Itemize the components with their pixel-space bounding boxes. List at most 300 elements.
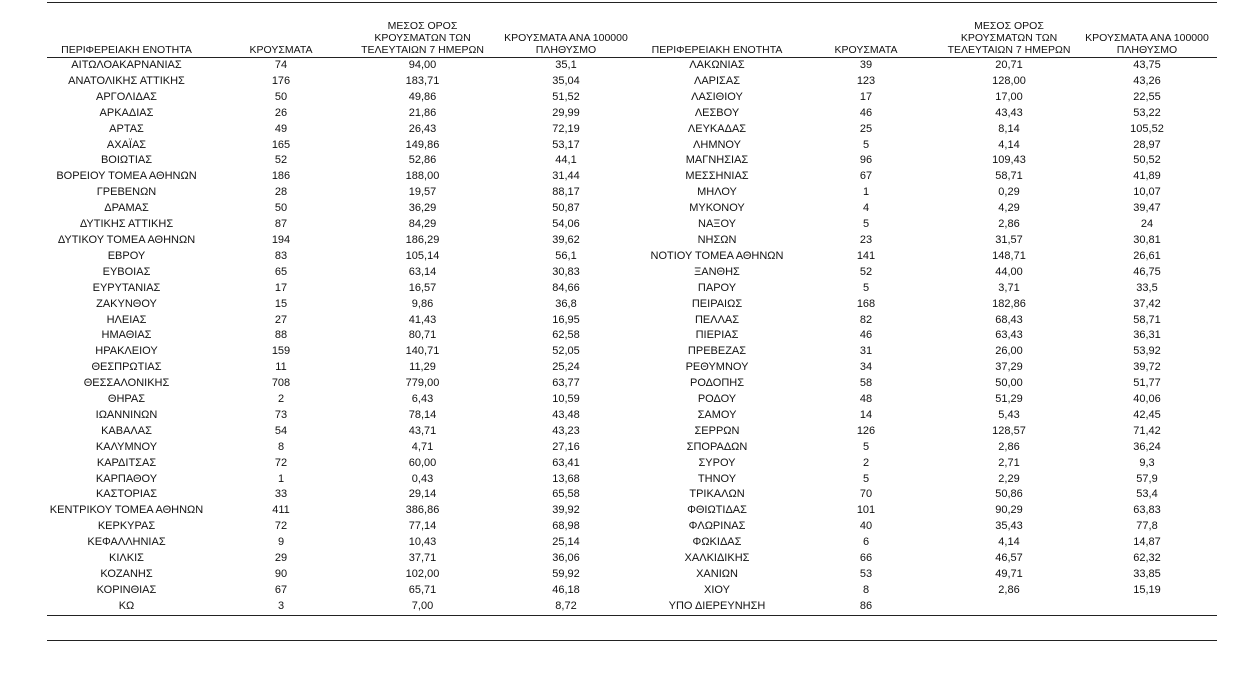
right-per100k-value: 14,87 bbox=[1133, 536, 1161, 549]
left-per100k-value: 50,87 bbox=[552, 202, 580, 215]
right-avg7-value: 2,29 bbox=[998, 472, 1020, 485]
right-avg7-value: 26,00 bbox=[995, 345, 1023, 358]
right-region-name: ΛΕΥΚΑΔΑΣ bbox=[687, 122, 747, 135]
right-cases-value: 39 bbox=[859, 59, 873, 71]
left-avg7-value: 63,14 bbox=[408, 265, 437, 278]
left-per100k-value: 53,17 bbox=[552, 138, 580, 151]
header-per100k-left: ΚΡΟΥΣΜΑΤΑ ΑΝΑ 100000 ΠΛΗΘΥΣΜΟ bbox=[489, 10, 643, 58]
header-region-left: ΠΕΡΙΦΕΡΕΙΑΚΗ ΕΝΟΤΗΤΑ bbox=[47, 10, 206, 58]
left-avg7-value: 80,71 bbox=[408, 329, 437, 342]
right-region-name: ΜΥΚΟΝΟΥ bbox=[689, 202, 745, 215]
left-avg7-value: 10,43 bbox=[408, 536, 437, 549]
right-region-name: ΛΗΜΝΟΥ bbox=[693, 138, 741, 151]
left-cases-value: 9 bbox=[277, 536, 285, 549]
right-region-name: ΧΑΝΙΩΝ bbox=[696, 568, 738, 580]
left-avg7-value: 78,14 bbox=[408, 408, 437, 421]
right-avg7-value: 2,71 bbox=[998, 456, 1020, 469]
table-row bbox=[47, 153, 1217, 169]
left-per100k-value: 10,59 bbox=[552, 393, 580, 406]
left-avg7-value: 7,00 bbox=[356, 599, 489, 615]
left-cases-value: 2 bbox=[277, 393, 285, 406]
right-cases-value: 46 bbox=[859, 106, 873, 119]
left-cases-value: 67 bbox=[274, 583, 288, 596]
right-region-name: ΣΑΜΟΥ bbox=[697, 408, 737, 421]
left-cases-value: 15 bbox=[274, 297, 288, 310]
right-region-name: ΜΕΣΣΗΝΙΑΣ bbox=[685, 170, 749, 183]
left-avg7-value: 77,14 bbox=[408, 520, 437, 533]
right-cases-value: 31 bbox=[859, 345, 873, 358]
right-avg7-value: 4,14 bbox=[998, 536, 1020, 549]
table-row bbox=[47, 487, 1217, 503]
left-region-name: ΕΒΡΟΥ bbox=[107, 249, 146, 262]
left-per100k-value: 72,19 bbox=[552, 122, 580, 135]
table-row bbox=[47, 456, 1217, 472]
right-avg7-value: 63,43 bbox=[995, 329, 1023, 342]
left-region-name: ΕΥΡΥΤΑΝΙΑΣ bbox=[92, 281, 161, 294]
table-row bbox=[47, 583, 1217, 599]
right-avg7-value: 2,86 bbox=[998, 440, 1020, 453]
left-region-name: ΑΡΤΑΣ bbox=[109, 122, 144, 135]
left-avg7-value: 6,43 bbox=[411, 393, 434, 406]
right-region-name: ΧΑΛΚΙΔΙΚΗΣ bbox=[684, 552, 750, 565]
left-per100k-value: 63,77 bbox=[552, 377, 580, 390]
right-avg7-value: 44,00 bbox=[995, 265, 1023, 278]
right-avg7-value: 128,00 bbox=[992, 74, 1026, 87]
table-row bbox=[47, 424, 1217, 440]
table-row bbox=[47, 249, 1217, 265]
right-avg7-value: 182,86 bbox=[992, 297, 1026, 310]
left-cases-value: 11 bbox=[275, 361, 287, 374]
left-avg7-value: 186,29 bbox=[405, 233, 440, 246]
left-avg7-value: 386,86 bbox=[405, 504, 440, 517]
right-avg7-value: 2,86 bbox=[998, 583, 1020, 596]
right-cases-value: 5 bbox=[862, 440, 870, 453]
right-avg7-value: 37,29 bbox=[995, 361, 1023, 374]
left-per100k-value: 25,24 bbox=[552, 361, 580, 374]
left-region-name: ΘΕΣΠΡΩΤΙΑΣ bbox=[91, 361, 162, 374]
right-avg7-value: 17,00 bbox=[995, 90, 1023, 103]
left-per100k-value: 52,05 bbox=[552, 345, 580, 358]
table-row bbox=[47, 281, 1217, 297]
right-avg7-value: 3,71 bbox=[998, 281, 1020, 294]
right-per100k-value: 24 bbox=[1140, 218, 1154, 231]
header-cases-right: ΚΡΟΥΣΜΑΤΑ bbox=[791, 10, 941, 58]
right-per100k-value: 37,42 bbox=[1133, 297, 1161, 310]
table-row bbox=[47, 265, 1217, 281]
left-avg7-value: 52,86 bbox=[408, 154, 437, 167]
table-row bbox=[47, 201, 1217, 217]
right-per100k-value: 77,8 bbox=[1136, 520, 1158, 533]
left-cases-value: 3 bbox=[206, 599, 356, 615]
left-per100k-value: 63,41 bbox=[552, 456, 580, 469]
right-avg7-value: 8,14 bbox=[998, 122, 1020, 135]
right-region-name: ΠΕΙΡΑΙΩΣ bbox=[691, 297, 743, 310]
left-region-name: ΚΕΦΑΛΛΗΝΙΑΣ bbox=[87, 536, 166, 549]
right-avg7-value: 35,43 bbox=[995, 520, 1023, 533]
left-per100k-value: 43,48 bbox=[552, 408, 580, 421]
left-avg7-value: 29,14 bbox=[408, 488, 437, 501]
right-region-name: ΡΟΔΟΥ bbox=[697, 393, 737, 406]
left-per100k-value: 39,92 bbox=[552, 504, 580, 517]
right-avg7-value: 2,86 bbox=[998, 218, 1020, 231]
left-cases-value: 90 bbox=[274, 568, 288, 580]
right-per100k-value: 46,75 bbox=[1133, 265, 1161, 278]
left-avg7-value: 65,71 bbox=[408, 583, 437, 596]
left-region-name: ΔΡΑΜΑΣ bbox=[104, 202, 149, 215]
right-per100k-value: 63,83 bbox=[1133, 504, 1161, 517]
right-region-name: ΣΠΟΡΑΔΩΝ bbox=[686, 440, 748, 453]
left-region-name: ΚΑΣΤΟΡΙΑΣ bbox=[95, 488, 158, 501]
left-per100k-value: 25,14 bbox=[552, 536, 580, 549]
left-per100k-value: 16,95 bbox=[552, 313, 580, 326]
right-per100k-value: 53,92 bbox=[1133, 345, 1161, 358]
right-region-name: ΣΥΡΟΥ bbox=[698, 456, 736, 469]
right-cases-value: 40 bbox=[859, 520, 873, 533]
right-cases-value: 5 bbox=[862, 138, 870, 151]
left-avg7-value: 49,86 bbox=[408, 90, 437, 103]
left-cases-value: 33 bbox=[274, 488, 288, 501]
table-row bbox=[47, 344, 1217, 360]
cases-table bbox=[47, 10, 1217, 616]
left-cases-value: 1 bbox=[277, 472, 285, 485]
right-cases-value: 67 bbox=[859, 170, 873, 183]
table-row bbox=[47, 535, 1217, 551]
left-cases-value: 176 bbox=[271, 74, 291, 87]
left-cases-value: 17 bbox=[274, 281, 288, 294]
right-cases-value: 17 bbox=[859, 90, 873, 103]
right-per100k-value: 50,52 bbox=[1133, 154, 1161, 167]
right-cases-value: 46 bbox=[859, 329, 873, 342]
left-region-name: ΓΡΕΒΕΝΩΝ bbox=[96, 186, 157, 199]
right-cases-value: 53 bbox=[859, 568, 873, 580]
left-cases-value: 54 bbox=[274, 424, 288, 437]
right-avg7-value: 31,57 bbox=[995, 233, 1023, 246]
right-region-name: ΜΑΓΝΗΣΙΑΣ bbox=[685, 154, 749, 167]
right-region-name: ΡΟΔΟΠΗΣ bbox=[689, 377, 745, 390]
left-avg7-value: 26,43 bbox=[408, 122, 437, 135]
left-cases-value: 186 bbox=[271, 170, 291, 183]
right-region-name: ΛΑΚΩΝΙΑΣ bbox=[689, 59, 745, 71]
right-region-name: ΞΑΝΘΗΣ bbox=[694, 265, 740, 278]
right-per100k-value: 71,42 bbox=[1133, 424, 1161, 437]
right-cases-value: 82 bbox=[859, 313, 873, 326]
right-region-name: ΠΙΕΡΙΑΣ bbox=[695, 329, 739, 342]
left-region-name: ΑΧΑΪΑΣ bbox=[106, 138, 147, 151]
left-cases-value: 65 bbox=[274, 265, 288, 278]
left-region-name: ΔΥΤΙΚΟΥ ΤΟΜΕΑ ΑΘΗΝΩΝ bbox=[57, 233, 196, 246]
right-region-name: ΝΑΞΟΥ bbox=[698, 218, 736, 231]
right-per100k-value: 41,89 bbox=[1133, 170, 1161, 183]
left-per100k-value: 43,23 bbox=[552, 424, 580, 437]
left-avg7-value: 0,43 bbox=[411, 472, 434, 485]
left-cases-value: 73 bbox=[274, 408, 288, 421]
left-cases-value: 165 bbox=[271, 138, 291, 151]
right-per100k-value: 9,3 bbox=[1139, 456, 1155, 469]
right-per100k-value bbox=[1077, 599, 1217, 615]
left-region-name: ΑΡΓΟΛΙΔΑΣ bbox=[96, 90, 157, 103]
table-row bbox=[47, 106, 1217, 122]
left-per100k-value: 62,58 bbox=[552, 329, 580, 342]
right-per100k-value: 33,85 bbox=[1133, 568, 1161, 580]
right-per100k-value: 22,55 bbox=[1133, 90, 1161, 103]
right-region-name: ΣΕΡΡΩΝ bbox=[694, 424, 740, 437]
right-per100k-value: 62,32 bbox=[1133, 552, 1161, 565]
header-cases-left: ΚΡΟΥΣΜΑΤΑ bbox=[206, 10, 356, 58]
table-row bbox=[47, 599, 1217, 615]
right-region-name: ΝΗΣΩΝ bbox=[697, 233, 737, 246]
left-per100k-value: 39,62 bbox=[552, 233, 580, 246]
left-cases-value: 8 bbox=[277, 440, 285, 453]
table-row bbox=[47, 313, 1217, 329]
left-region-name: ΖΑΚΥΝΘΟΥ bbox=[96, 297, 157, 310]
left-region-name: ΚΙΛΚΙΣ bbox=[109, 552, 144, 565]
left-cases-value: 194 bbox=[271, 233, 291, 246]
left-region-name: ΚΑΡΠΑΘΟΥ bbox=[95, 472, 158, 485]
right-per100k-value: 51,77 bbox=[1133, 377, 1161, 390]
left-per100k-value: 59,92 bbox=[552, 568, 580, 580]
table-body bbox=[47, 58, 1217, 616]
right-cases-value: 48 bbox=[859, 393, 873, 406]
left-region-name: ΘΕΣΣΑΛΟΝΙΚΗΣ bbox=[83, 377, 170, 390]
left-per100k-value: 88,17 bbox=[552, 186, 580, 199]
right-per100k-value: 53,22 bbox=[1133, 106, 1161, 119]
left-cases-value: 74 bbox=[274, 59, 288, 71]
left-avg7-value: 43,71 bbox=[408, 424, 437, 437]
right-region-name: ΥΠΟ ΔΙΕΡΕΥΝΗΣΗ bbox=[643, 599, 791, 615]
right-per100k-value: 57,9 bbox=[1136, 472, 1158, 485]
left-region-name: ΒΟΙΩΤΙΑΣ bbox=[100, 154, 153, 167]
right-avg7-value: 90,29 bbox=[995, 504, 1023, 517]
header-avg7-left: ΜΕΣΟΣ ΟΡΟΣ ΚΡΟΥΣΜΑΤΩΝ ΤΩΝ ΤΕΛΕΥΤΑΙΩΝ 7 ΗΜΕΡΩΝ bbox=[356, 10, 489, 58]
right-cases-value: 101 bbox=[856, 504, 876, 517]
table-row bbox=[47, 392, 1217, 408]
left-region-name: ΑΝΑΤΟΛΙΚΗΣ ΑΤΤΙΚΗΣ bbox=[68, 74, 185, 87]
right-region-name: ΧΙΟΥ bbox=[704, 583, 730, 596]
right-region-name: ΛΑΣΙΘΙΟΥ bbox=[691, 90, 743, 103]
left-per100k-value: 35,1 bbox=[555, 59, 577, 71]
right-per100k-value: 58,71 bbox=[1133, 313, 1161, 326]
right-region-name: ΜΗΛΟΥ bbox=[697, 186, 737, 199]
right-cases-value: 2 bbox=[862, 456, 870, 469]
table-row bbox=[47, 440, 1217, 456]
right-region-name: ΝΟΤΙΟΥ ΤΟΜΕΑ ΑΘΗΝΩΝ bbox=[650, 249, 784, 262]
right-region-name: ΛΕΣΒΟΥ bbox=[694, 106, 740, 119]
left-cases-value: 52 bbox=[274, 154, 288, 167]
left-region-name: ΗΛΕΙΑΣ bbox=[106, 313, 147, 326]
right-cases-value: 6 bbox=[862, 536, 870, 549]
table-row bbox=[47, 169, 1217, 185]
right-avg7-value: 46,57 bbox=[995, 552, 1023, 565]
left-avg7-value: 4,71 bbox=[411, 440, 434, 453]
left-cases-value: 83 bbox=[274, 249, 288, 262]
right-cases-value: 58 bbox=[859, 377, 873, 390]
right-avg7-value: 0,29 bbox=[998, 186, 1020, 199]
right-avg7-value: 148,71 bbox=[992, 249, 1026, 262]
table-row bbox=[47, 74, 1217, 90]
right-per100k-value: 36,31 bbox=[1133, 329, 1161, 342]
right-avg7-value: 109,43 bbox=[992, 154, 1026, 167]
right-per100k-value: 36,24 bbox=[1133, 440, 1161, 453]
right-avg7-value: 20,71 bbox=[995, 59, 1023, 71]
table-row bbox=[47, 551, 1217, 567]
right-cases-value: 4 bbox=[862, 202, 870, 215]
table-row bbox=[47, 138, 1217, 154]
top-rule bbox=[47, 2, 1217, 3]
left-avg7-value: 84,29 bbox=[408, 218, 437, 231]
left-cases-value: 26 bbox=[274, 106, 288, 119]
right-region-name: ΦΩΚΙΔΑΣ bbox=[692, 536, 742, 549]
left-region-name: ΔΥΤΙΚΗΣ ΑΤΤΙΚΗΣ bbox=[79, 218, 174, 231]
right-avg7-value: 128,57 bbox=[992, 424, 1026, 437]
left-cases-value: 88 bbox=[274, 329, 288, 342]
left-avg7-value: 149,86 bbox=[405, 138, 440, 151]
right-avg7-value: 49,71 bbox=[995, 568, 1023, 580]
right-per100k-value: 53,4 bbox=[1136, 488, 1158, 501]
table-header bbox=[47, 10, 1217, 58]
right-avg7-value: 50,00 bbox=[995, 377, 1023, 390]
left-avg7-value: 60,00 bbox=[408, 456, 437, 469]
right-cases-value: 168 bbox=[856, 297, 876, 310]
left-region-name: ΚΟΖΑΝΗΣ bbox=[100, 568, 153, 580]
left-region-name: ΚΕΝΤΡΙΚΟΥ ΤΟΜΕΑ ΑΘΗΝΩΝ bbox=[49, 504, 204, 517]
right-per100k-value: 39,72 bbox=[1133, 361, 1161, 374]
right-cases-value: 23 bbox=[859, 233, 873, 246]
left-per100k-value: 46,18 bbox=[552, 583, 580, 596]
right-per100k-value: 39,47 bbox=[1133, 202, 1161, 215]
left-cases-value: 72 bbox=[274, 456, 288, 469]
table-row bbox=[47, 376, 1217, 392]
left-region-name: ΚΑΒΑΛΑΣ bbox=[101, 424, 152, 437]
table-row bbox=[47, 472, 1217, 488]
left-avg7-value: 37,71 bbox=[408, 552, 437, 565]
left-cases-value: 27 bbox=[274, 313, 288, 326]
right-per100k-value: 43,75 bbox=[1133, 59, 1161, 71]
right-region-name: ΠΡΕΒΕΖΑΣ bbox=[687, 345, 747, 358]
left-cases-value: 50 bbox=[274, 202, 288, 215]
left-avg7-value: 183,71 bbox=[405, 74, 440, 87]
table-row bbox=[47, 360, 1217, 376]
right-per100k-value: 15,19 bbox=[1133, 583, 1161, 596]
table-row bbox=[47, 185, 1217, 201]
right-avg7-value: 4,14 bbox=[998, 138, 1020, 151]
left-region-name: ΙΩΑΝΝΙΝΩΝ bbox=[95, 408, 158, 421]
table-row bbox=[47, 503, 1217, 519]
left-avg7-value: 16,57 bbox=[408, 281, 437, 294]
right-region-name: ΤΡΙΚΑΛΩΝ bbox=[689, 488, 745, 501]
right-per100k-value: 43,26 bbox=[1133, 74, 1161, 87]
left-per100k-value: 13,68 bbox=[552, 472, 580, 485]
right-per100k-value: 33,5 bbox=[1136, 281, 1158, 294]
right-per100k-value: 28,97 bbox=[1133, 138, 1161, 151]
left-cases-value: 49 bbox=[274, 122, 288, 135]
left-region-name: ΑΙΤΩΛΟΑΚΑΡΝΑΝΙΑΣ bbox=[71, 59, 182, 71]
left-per100k-value: 51,52 bbox=[552, 90, 580, 103]
left-per100k-value: 27,16 bbox=[552, 440, 580, 453]
left-region-name: ΚΕΡΚΥΡΑΣ bbox=[97, 520, 156, 533]
right-cases-value: 126 bbox=[856, 424, 876, 437]
left-avg7-value: 11,29 bbox=[409, 361, 436, 374]
left-region-name: ΒΟΡΕΙΟΥ ΤΟΜΕΑ ΑΘΗΝΩΝ bbox=[56, 170, 197, 183]
bottom-rule bbox=[47, 640, 1217, 641]
left-per100k-value: 56,1 bbox=[555, 249, 577, 262]
right-cases-value: 86 bbox=[791, 599, 941, 615]
left-per100k-value: 8,72 bbox=[489, 599, 643, 615]
table-row bbox=[47, 233, 1217, 249]
left-avg7-value: 105,14 bbox=[405, 249, 440, 262]
left-cases-value: 50 bbox=[274, 90, 288, 103]
right-avg7-value bbox=[941, 599, 1077, 615]
header-avg7-right: ΜΕΣΟΣ ΟΡΟΣ ΚΡΟΥΣΜΑΤΩΝ ΤΩΝ ΤΕΛΕΥΤΑΙΩΝ 7 ΗΜΕΡΩΝ bbox=[941, 10, 1077, 58]
left-per100k-value: 35,04 bbox=[552, 74, 580, 87]
right-region-name: ΛΑΡΙΣΑΣ bbox=[693, 74, 740, 87]
right-cases-value: 1 bbox=[862, 186, 870, 199]
right-cases-value: 5 bbox=[862, 281, 870, 294]
left-per100k-value: 65,58 bbox=[552, 488, 580, 501]
left-per100k-value: 36,06 bbox=[552, 552, 580, 565]
left-avg7-value: 94,00 bbox=[408, 59, 437, 71]
left-cases-value: 72 bbox=[274, 520, 288, 533]
header-per100k-right: ΚΡΟΥΣΜΑΤΑ ΑΝΑ 100000 ΠΛΗΘΥΣΜΟ bbox=[1077, 10, 1217, 58]
right-cases-value: 25 bbox=[859, 122, 873, 135]
left-region-name: ΕΥΒΟΙΑΣ bbox=[102, 265, 151, 278]
left-avg7-value: 9,86 bbox=[411, 297, 434, 310]
left-per100k-value: 54,06 bbox=[552, 218, 580, 231]
left-per100k-value: 44,1 bbox=[555, 154, 577, 167]
right-per100k-value: 42,45 bbox=[1133, 408, 1161, 421]
left-cases-value: 87 bbox=[274, 218, 288, 231]
table-row bbox=[47, 408, 1217, 424]
left-per100k-value: 84,66 bbox=[552, 281, 580, 294]
right-per100k-value: 10,07 bbox=[1133, 186, 1161, 199]
left-region-name: ΑΡΚΑΔΙΑΣ bbox=[99, 106, 154, 119]
table-row bbox=[47, 567, 1217, 583]
right-cases-value: 5 bbox=[862, 472, 870, 485]
right-avg7-value: 43,43 bbox=[995, 106, 1023, 119]
left-avg7-value: 102,00 bbox=[405, 568, 440, 580]
left-cases-value: 411 bbox=[272, 504, 290, 517]
right-per100k-value: 26,61 bbox=[1133, 249, 1161, 262]
left-region-name: ΗΜΑΘΙΑΣ bbox=[101, 329, 152, 342]
right-region-name: ΠΑΡΟΥ bbox=[697, 281, 737, 294]
table-row bbox=[47, 90, 1217, 106]
table-row bbox=[47, 217, 1217, 233]
left-cases-value: 29 bbox=[274, 552, 288, 565]
right-avg7-value: 5,43 bbox=[998, 408, 1020, 421]
left-per100k-value: 30,83 bbox=[552, 265, 580, 278]
left-cases-value: 28 bbox=[274, 186, 288, 199]
left-region-name: ΚΟΡΙΝΘΙΑΣ bbox=[96, 583, 157, 596]
right-avg7-value: 68,43 bbox=[995, 313, 1023, 326]
left-per100k-value: 36,8 bbox=[555, 297, 577, 310]
right-cases-value: 96 bbox=[859, 154, 873, 167]
right-per100k-value: 30,81 bbox=[1133, 233, 1161, 246]
table-row bbox=[47, 58, 1217, 74]
left-avg7-value: 19,57 bbox=[408, 186, 437, 199]
right-per100k-value: 105,52 bbox=[1130, 122, 1164, 135]
right-avg7-value: 4,29 bbox=[998, 202, 1020, 215]
right-region-name: ΦΛΩΡΙΝΑΣ bbox=[688, 520, 746, 533]
left-avg7-value: 21,86 bbox=[408, 106, 437, 119]
left-avg7-value: 140,71 bbox=[405, 345, 440, 358]
left-cases-value: 159 bbox=[271, 345, 291, 358]
left-region-name: ΗΡΑΚΛΕΙΟΥ bbox=[95, 345, 158, 358]
left-per100k-value: 68,98 bbox=[552, 520, 580, 533]
header-region-right: ΠΕΡΙΦΕΡΕΙΑΚΗ ΕΝΟΤΗΤΑ bbox=[643, 10, 791, 58]
table-row bbox=[47, 328, 1217, 344]
right-avg7-value: 58,71 bbox=[995, 170, 1023, 183]
table-row bbox=[47, 519, 1217, 535]
left-per100k-value: 31,44 bbox=[552, 170, 580, 183]
